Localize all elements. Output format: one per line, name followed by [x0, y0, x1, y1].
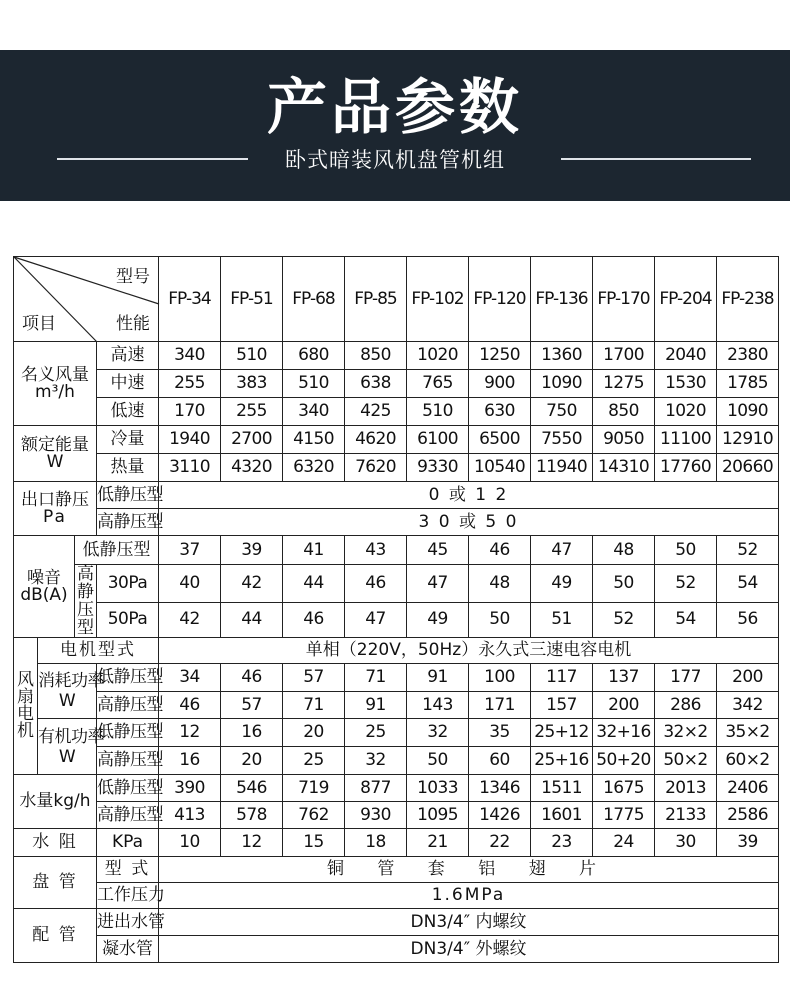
value-cell: 23 — [531, 829, 593, 857]
consumption-row-high — [14, 692, 779, 719]
value-cell: 3110 — [159, 454, 221, 482]
airflow-label — [14, 342, 97, 426]
value-cell: 20660 — [717, 454, 779, 482]
merged-value-cell: 0 或 1 2 — [159, 482, 779, 509]
value-cell: 20 — [283, 719, 345, 747]
value-cell: 1095 — [407, 802, 469, 829]
section-char: 电 — [17, 704, 34, 724]
resistance-row — [14, 829, 779, 857]
value-cell: 1940 — [159, 426, 221, 454]
high-static-label — [75, 565, 97, 638]
value-cell: 286 — [655, 692, 717, 719]
value-cell: 4320 — [221, 454, 283, 482]
value-cell: 34 — [159, 664, 221, 692]
value-cell: 45 — [407, 536, 469, 565]
model-header: FP-238 — [717, 257, 779, 342]
value-cell: 39 — [221, 536, 283, 565]
value-cell: 30 — [655, 829, 717, 857]
value-cell: 930 — [345, 802, 407, 829]
value-cell: 12 — [159, 719, 221, 747]
value-cell: 877 — [345, 775, 407, 802]
value-cell: 1020 — [407, 342, 469, 370]
fan-motor-section-label — [14, 638, 38, 775]
value-cell: 177 — [655, 664, 717, 692]
mode-label: 冷量 — [97, 426, 159, 454]
value-cell: 1033 — [407, 775, 469, 802]
value-cell: 57 — [221, 692, 283, 719]
value-cell: 1346 — [469, 775, 531, 802]
resistance-label: 水 阻 — [14, 829, 97, 857]
model-header: FP-170 — [593, 257, 655, 342]
value-cell: 50 — [655, 536, 717, 565]
noise-row-low — [14, 536, 779, 565]
model-header: FP-34 — [159, 257, 221, 342]
value-cell: 71 — [345, 664, 407, 692]
noise-row-30pa — [14, 565, 779, 603]
value-cell: 7620 — [345, 454, 407, 482]
value-cell: 47 — [531, 536, 593, 565]
value-cell: 32 — [345, 747, 407, 775]
value-cell: 21 — [407, 829, 469, 857]
value-cell: 2586 — [717, 802, 779, 829]
value-cell: 25+16 — [531, 747, 593, 775]
value-cell: 413 — [159, 802, 221, 829]
piping-condensate-row — [14, 936, 779, 963]
effective-label-line2: W — [58, 746, 76, 767]
value-cell: 762 — [283, 802, 345, 829]
value-cell: 850 — [345, 342, 407, 370]
item-label: 项目 — [22, 314, 56, 334]
mode-label: 热量 — [97, 454, 159, 482]
value-cell: 52 — [655, 565, 717, 603]
value-cell: 680 — [283, 342, 345, 370]
value-cell: 2406 — [717, 775, 779, 802]
value-cell: 546 — [221, 775, 283, 802]
model-label: 型号 — [116, 267, 150, 287]
header-corner — [14, 257, 159, 342]
merged-value-cell: 1.6MPa — [159, 883, 779, 909]
value-cell: 37 — [159, 536, 221, 565]
high-static-label-line1: 高静 — [77, 564, 94, 602]
water-flow-label: 水量kg/h — [14, 775, 97, 829]
value-cell: 10 — [159, 829, 221, 857]
effective-row-low — [14, 719, 779, 747]
merged-value-cell: 铜 管 套 铝 翅 片 — [159, 857, 779, 883]
type-label: 低静压型 — [97, 664, 159, 692]
value-cell: 46 — [469, 536, 531, 565]
pressure-label: 工作压力 — [97, 883, 159, 909]
value-cell: 255 — [221, 398, 283, 426]
capacity-row-cool — [14, 426, 779, 454]
airflow-row-high — [14, 342, 779, 370]
value-cell: 143 — [407, 692, 469, 719]
value-cell: 117 — [531, 664, 593, 692]
static-pressure-row-low — [14, 482, 779, 509]
value-cell: 765 — [407, 370, 469, 398]
value-cell: 157 — [531, 692, 593, 719]
value-cell: 100 — [469, 664, 531, 692]
value-cell: 15 — [283, 829, 345, 857]
value-cell: 44 — [221, 602, 283, 637]
top-margin — [0, 0, 790, 50]
value-cell: 43 — [345, 536, 407, 565]
value-cell: 54 — [655, 602, 717, 637]
model-header: FP-51 — [221, 257, 283, 342]
speed-label: 中速 — [97, 370, 159, 398]
value-cell: 50+20 — [593, 747, 655, 775]
value-cell: 1090 — [717, 398, 779, 426]
value-cell: 60 — [469, 747, 531, 775]
value-cell: 35 — [469, 719, 531, 747]
type-label: 高静压型 — [97, 692, 159, 719]
static-pressure-label — [14, 482, 97, 536]
value-cell: 510 — [407, 398, 469, 426]
value-cell: 32 — [407, 719, 469, 747]
value-cell: 170 — [159, 398, 221, 426]
value-cell: 1020 — [655, 398, 717, 426]
value-cell: 390 — [159, 775, 221, 802]
speed-label: 低速 — [97, 398, 159, 426]
value-cell: 850 — [593, 398, 655, 426]
value-cell: 50×2 — [655, 747, 717, 775]
type-label: 低静压型 — [97, 482, 159, 509]
unit-label: KPa — [97, 829, 159, 857]
type-label: 低静压型 — [97, 719, 159, 747]
value-cell: 17760 — [655, 454, 717, 482]
consumption-row-low — [14, 664, 779, 692]
coil-type-row — [14, 857, 779, 883]
value-cell: 1426 — [469, 802, 531, 829]
value-cell: 1511 — [531, 775, 593, 802]
value-cell: 91 — [345, 692, 407, 719]
value-cell: 46 — [345, 565, 407, 603]
model-header: FP-102 — [407, 257, 469, 342]
merged-value-cell: 单相（220V，50Hz）永久式三速电容电机 — [159, 638, 779, 664]
model-header: FP-68 — [283, 257, 345, 342]
value-cell: 900 — [469, 370, 531, 398]
value-cell: 32+16 — [593, 719, 655, 747]
performance-label: 性能 — [116, 314, 150, 334]
piping-inout-row — [14, 909, 779, 936]
section-char: 机 — [17, 721, 34, 741]
merged-value-cell: DN3/4″ 外螺纹 — [159, 936, 779, 963]
value-cell: 22 — [469, 829, 531, 857]
value-cell: 48 — [593, 536, 655, 565]
value-cell: 578 — [221, 802, 283, 829]
value-cell: 39 — [717, 829, 779, 857]
value-cell: 1700 — [593, 342, 655, 370]
consumption-label — [38, 664, 104, 719]
value-cell: 41 — [283, 536, 345, 565]
value-cell: 255 — [159, 370, 221, 398]
value-cell: 44 — [283, 565, 345, 603]
model-header: FP-120 — [469, 257, 531, 342]
value-cell: 1775 — [593, 802, 655, 829]
value-cell: 57 — [283, 664, 345, 692]
model-header: FP-85 — [345, 257, 407, 342]
noise-row-50pa — [14, 602, 779, 637]
value-cell: 46 — [221, 664, 283, 692]
capacity-label-line1: 额定能量 — [21, 434, 89, 455]
capacity-row-heat — [14, 454, 779, 482]
value-cell: 25 — [283, 747, 345, 775]
value-cell: 2700 — [221, 426, 283, 454]
airflow-label-line2: m³/h — [35, 381, 75, 402]
type-label: 低静压型 — [75, 536, 159, 565]
value-cell: 49 — [531, 565, 593, 603]
value-cell: 750 — [531, 398, 593, 426]
pressure-label: 30Pa — [97, 565, 159, 603]
value-cell: 6320 — [283, 454, 345, 482]
noise-label-line2: dB(A) — [20, 584, 68, 605]
value-cell: 200 — [717, 664, 779, 692]
coil-type-label: 型 式 — [97, 857, 159, 883]
value-cell: 6100 — [407, 426, 469, 454]
merged-value-cell: 3 0 或 5 0 — [159, 509, 779, 536]
value-cell: 171 — [469, 692, 531, 719]
value-cell: 6500 — [469, 426, 531, 454]
consumption-label-line2: W — [58, 691, 76, 711]
value-cell: 52 — [717, 536, 779, 565]
value-cell: 71 — [283, 692, 345, 719]
value-cell: 46 — [159, 692, 221, 719]
value-cell: 1675 — [593, 775, 655, 802]
value-cell: 383 — [221, 370, 283, 398]
value-cell: 342 — [717, 692, 779, 719]
value-cell: 11940 — [531, 454, 593, 482]
page-title: 产品参数 — [267, 73, 523, 143]
value-cell: 35×2 — [717, 719, 779, 747]
value-cell: 4150 — [283, 426, 345, 454]
header-row — [14, 257, 779, 342]
effective-row-high — [14, 747, 779, 775]
value-cell: 638 — [345, 370, 407, 398]
water-row-low — [14, 775, 779, 802]
static-pressure-row-high — [14, 509, 779, 536]
consumption-label-line1: 消耗功率 — [38, 671, 104, 691]
value-cell: 46 — [283, 602, 345, 637]
value-cell: 54 — [717, 565, 779, 603]
value-cell: 91 — [407, 664, 469, 692]
effective-label — [38, 719, 104, 775]
value-cell: 52 — [593, 602, 655, 637]
value-cell: 425 — [345, 398, 407, 426]
merged-value-cell: DN3/4″ 内螺纹 — [159, 909, 779, 936]
value-cell: 50 — [407, 747, 469, 775]
divider-right — [561, 158, 751, 160]
noise-label — [14, 536, 75, 638]
value-cell: 630 — [469, 398, 531, 426]
value-cell: 50 — [593, 565, 655, 603]
value-cell: 12 — [221, 829, 283, 857]
header-banner — [0, 50, 790, 201]
value-cell: 47 — [407, 565, 469, 603]
motor-type-label: 电机型式 — [38, 638, 159, 664]
value-cell: 9050 — [593, 426, 655, 454]
value-cell: 16 — [221, 719, 283, 747]
section-char: 扇 — [17, 687, 34, 707]
model-header: FP-204 — [655, 257, 717, 342]
value-cell: 20 — [221, 747, 283, 775]
value-cell: 47 — [345, 602, 407, 637]
value-cell: 25 — [345, 719, 407, 747]
value-cell: 42 — [221, 565, 283, 603]
value-cell: 40 — [159, 565, 221, 603]
type-label: 低静压型 — [97, 775, 159, 802]
value-cell: 1785 — [717, 370, 779, 398]
pipe-label: 进出水管 — [97, 909, 159, 936]
effective-label-line1: 有机功率 — [38, 726, 104, 747]
value-cell: 24 — [593, 829, 655, 857]
motor-type-row — [14, 638, 779, 664]
type-label: 高静压型 — [97, 802, 159, 829]
value-cell: 510 — [283, 370, 345, 398]
pressure-label: 50Pa — [97, 602, 159, 637]
noise-label-line1: 噪音 — [27, 567, 61, 588]
value-cell: 42 — [159, 602, 221, 637]
value-cell: 10540 — [469, 454, 531, 482]
type-label: 高静压型 — [97, 509, 159, 536]
value-cell: 49 — [407, 602, 469, 637]
value-cell: 7550 — [531, 426, 593, 454]
value-cell: 1250 — [469, 342, 531, 370]
value-cell: 1090 — [531, 370, 593, 398]
value-cell: 9330 — [407, 454, 469, 482]
value-cell: 137 — [593, 664, 655, 692]
speed-label: 高速 — [97, 342, 159, 370]
value-cell: 11100 — [655, 426, 717, 454]
value-cell: 1601 — [531, 802, 593, 829]
value-cell: 16 — [159, 747, 221, 775]
pipe-label: 凝水管 — [97, 936, 159, 963]
type-label: 高静压型 — [97, 747, 159, 775]
coil-pressure-row — [14, 883, 779, 909]
value-cell: 4620 — [345, 426, 407, 454]
capacity-label — [14, 426, 97, 482]
value-cell: 50 — [469, 602, 531, 637]
spec-table — [13, 256, 779, 963]
value-cell: 25+12 — [531, 719, 593, 747]
value-cell: 56 — [717, 602, 779, 637]
value-cell: 1530 — [655, 370, 717, 398]
value-cell: 48 — [469, 565, 531, 603]
page-subtitle: 卧式暗装风机盘管机组 — [285, 148, 505, 172]
static-pressure-label-line1: 出口静压 — [21, 489, 89, 510]
value-cell: 510 — [221, 342, 283, 370]
model-header: FP-136 — [531, 257, 593, 342]
value-cell: 340 — [159, 342, 221, 370]
airflow-row-low — [14, 398, 779, 426]
value-cell: 340 — [283, 398, 345, 426]
value-cell: 60×2 — [717, 747, 779, 775]
value-cell: 1275 — [593, 370, 655, 398]
water-row-high — [14, 802, 779, 829]
piping-label: 配 管 — [14, 909, 97, 963]
value-cell: 14310 — [593, 454, 655, 482]
value-cell: 2380 — [717, 342, 779, 370]
value-cell: 2133 — [655, 802, 717, 829]
value-cell: 12910 — [717, 426, 779, 454]
value-cell: 51 — [531, 602, 593, 637]
value-cell: 2013 — [655, 775, 717, 802]
value-cell: 2040 — [655, 342, 717, 370]
airflow-label-line1: 名义风量 — [21, 364, 89, 385]
value-cell: 18 — [345, 829, 407, 857]
capacity-label-line2: W — [46, 451, 64, 472]
value-cell: 1360 — [531, 342, 593, 370]
value-cell: 200 — [593, 692, 655, 719]
section-char: 风 — [17, 670, 34, 690]
static-pressure-label-line2: Pa — [43, 506, 67, 527]
airflow-row-mid — [14, 370, 779, 398]
coil-label: 盘 管 — [14, 857, 97, 909]
value-cell: 32×2 — [655, 719, 717, 747]
high-static-label-line2: 压型 — [77, 600, 94, 638]
value-cell: 719 — [283, 775, 345, 802]
